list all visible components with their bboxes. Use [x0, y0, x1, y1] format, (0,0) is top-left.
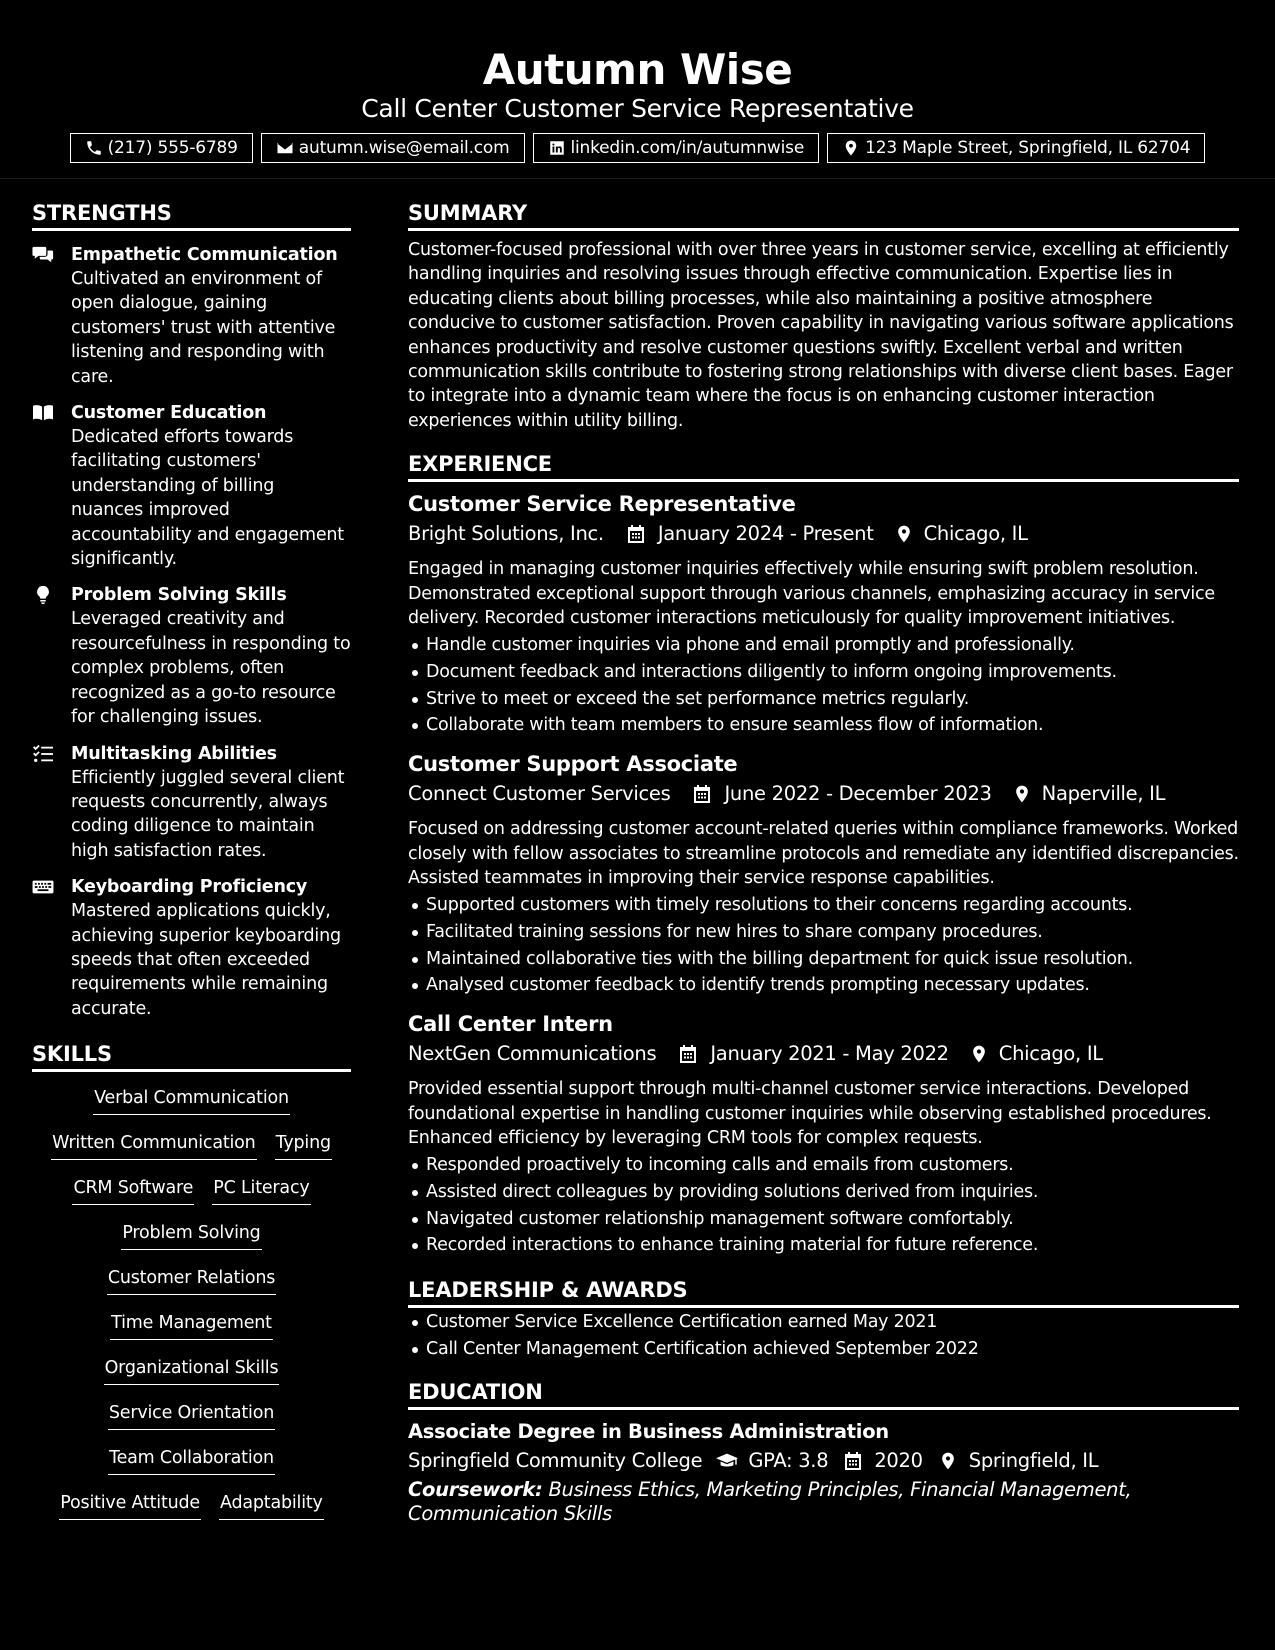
skill-tag: Written Communication: [51, 1131, 256, 1160]
job-dates: June 2022 - December 2023: [724, 782, 992, 806]
strength-desc: Cultivated an environment of open dialogue, gaining customers' trust with attentive listening and responding with care.: [71, 269, 336, 387]
job-entry: [408, 749, 1239, 999]
award-item: Call Center Management Certification achieved September 2022: [426, 1336, 1239, 1363]
contact-address[interactable]: [827, 133, 1205, 163]
calendar-icon: [842, 1451, 864, 1471]
job-dates: January 2021 - May 2022: [710, 1042, 949, 1066]
job-bullet: Strive to meet or exceed the set performance metrics regularly.: [426, 686, 1239, 713]
strength-desc: Mastered applications quickly, achieving superior keyboarding speeds that often exceeded requirements while remaining accurate.: [71, 901, 341, 1019]
job-bullet: Document feedback and interactions diligently to inform ongoing improvements.: [426, 659, 1239, 686]
graduation-cap-icon: [716, 1451, 738, 1471]
strengths-heading: STRENGTHS: [32, 198, 351, 231]
education-meta: [408, 1446, 1239, 1476]
strength-desc: Dedicated efforts towards facilitating customers' understanding of billing nuances improved accountability and engagement significantly.: [71, 427, 344, 570]
phone-icon: [85, 139, 103, 157]
job-bullets: [408, 892, 1239, 999]
job-bullet: Recorded interactions to enhance training material for future reference.: [426, 1232, 1239, 1259]
job-bullet: Assisted direct colleagues by providing solutions derived from inquiries.: [426, 1179, 1239, 1206]
skill-tag: Customer Relations: [107, 1266, 276, 1295]
skills-list: [32, 1086, 351, 1536]
contact-email-text: autumn.wise@email.com: [298, 138, 510, 158]
location-pin-icon: [1012, 784, 1032, 804]
job-location: Chicago, IL: [923, 522, 1028, 546]
job-bullet: Navigated customer relationship management software comfortably.: [426, 1206, 1239, 1233]
coursework-list: Business Ethics, Marketing Principles, Financial Management, Communication Skills: [408, 1477, 1132, 1526]
job-description: Focused on addressing customer account-related queries within compliance frameworks. Worked closely with fellow associates to streamline protocols and remediate any identified discrepancies. Assisted teammates in improving their service response capabilities.: [408, 819, 1239, 889]
skill-tag: PC Literacy: [212, 1176, 310, 1205]
experience-heading: EXPERIENCE: [408, 449, 1239, 482]
skill-tag: CRM Software: [72, 1176, 194, 1205]
job-company: NextGen Communications: [408, 1042, 657, 1066]
job-bullets: [408, 632, 1239, 739]
contact-linkedin-text: linkedin.com/in/autumnwise: [570, 138, 805, 158]
location-pin-icon: [969, 1044, 989, 1064]
job-bullet: Maintained collaborative ties with the billing department for quick issue resolution.: [426, 946, 1239, 973]
summary-heading: SUMMARY: [408, 198, 1239, 231]
award-item: Customer Service Excellence Certification earned May 2021: [426, 1309, 1239, 1336]
keyboard-icon: [32, 877, 54, 897]
skill-tag: Team Collaboration: [108, 1446, 275, 1475]
strength-title: Empathetic Communication: [71, 245, 338, 265]
job-company: Connect Customer Services: [408, 782, 671, 806]
job-meta: [408, 519, 1239, 549]
calendar-icon: [626, 524, 646, 544]
candidate-name: Autumn Wise: [482, 45, 793, 94]
strength-desc: Leveraged creativity and resourcefulness in responding to complex problems, often recognized as a go-to resource for challenging issues.: [71, 609, 351, 728]
job-bullet: Responded proactively to incoming calls and emails from customers.: [426, 1152, 1239, 1179]
leadership-list: [408, 1309, 1239, 1363]
envelope-icon: [276, 139, 294, 157]
skill-tag: Positive Attitude: [59, 1491, 201, 1520]
job-location: Naperville, IL: [1041, 782, 1166, 806]
strength-title: Keyboarding Proficiency: [71, 877, 308, 898]
calendar-icon: [692, 784, 712, 804]
strength-item: [32, 243, 351, 389]
strength-title: Multitasking Abilities: [71, 743, 277, 764]
job-company: Bright Solutions, Inc.: [408, 522, 604, 546]
strength-item: [32, 742, 351, 864]
checklist-icon: [32, 744, 54, 764]
skill-tag: Adaptability: [219, 1491, 324, 1520]
skill-tag: Verbal Communication: [93, 1086, 290, 1115]
degree-title: Associate Degree in Business Administration: [408, 1419, 889, 1443]
job-title: Customer Service Representative: [408, 492, 796, 517]
job-title: Call Center Intern: [408, 1012, 613, 1037]
job-bullet: Handle customer inquiries via phone and email promptly and professionally.: [426, 632, 1239, 659]
job-bullet: Analysed customer feedback to identify trends prompting necessary updates.: [426, 972, 1239, 999]
skill-tag: Typing: [275, 1131, 332, 1160]
job-meta: [408, 1039, 1239, 1069]
skill-tag: Service Orientation: [108, 1401, 275, 1430]
chat-bubbles-icon: [32, 245, 54, 265]
job-description: Engaged in managing customer inquiries effectively while ensuring swift problem resolution. Demonstrated exceptional support through various channels, emphasizing accuracy in service delivery. Recorded customer interactions meticulously for quality improvement initiatives.: [408, 559, 1215, 629]
strength-desc: Efficiently juggled several client requests concurrently, always coding diligence to maintain high satisfaction rates.: [71, 767, 345, 861]
strength-item: [32, 401, 351, 571]
open-book-icon: [32, 403, 54, 423]
job-title: Customer Support Associate: [408, 752, 738, 777]
candidate-title: Call Center Customer Service Representative: [361, 94, 914, 123]
skill-tag: Organizational Skills: [104, 1356, 280, 1385]
job-bullets: [408, 1152, 1239, 1259]
strengths-list: [32, 243, 351, 1021]
right-column: [408, 198, 1239, 1527]
coursework: [408, 1478, 1239, 1527]
contact-linkedin[interactable]: [533, 133, 820, 163]
job-bullet: Facilitated training sessions for new hires to share company procedures.: [426, 919, 1239, 946]
skill-tag: Time Management: [110, 1311, 273, 1340]
job-entry: [408, 489, 1239, 739]
contact-email[interactable]: [261, 133, 525, 163]
contact-bar: [0, 133, 1275, 163]
graduation-year: 2020: [874, 1448, 923, 1472]
job-description: Provided essential support through multi-channel customer service interactions. Developed foundational expertise in handling customer inquiries while observing established procedures. Enhanced efficiency by leveraging CRM tools for complex requests.: [408, 1079, 1212, 1149]
lightbulb-icon: [32, 585, 54, 605]
strength-item: [32, 583, 351, 729]
contact-phone-text: (217) 555-6789: [107, 138, 238, 158]
location-pin-icon: [937, 1451, 959, 1471]
contact-address-text: 123 Maple Street, Springfield, IL 62704: [865, 138, 1191, 158]
job-dates: January 2024 - Present: [657, 522, 874, 546]
job-location: Chicago, IL: [998, 1042, 1103, 1066]
skills-heading: SKILLS: [32, 1039, 351, 1072]
school-name: Springfield Community College: [408, 1448, 703, 1472]
summary-text: Customer-focused professional with over three years in customer service, excelling at efficiently handling inquiries and resolving issues through effective communication. Expertise lies in educating clients about billing processes, while also maintaining a positive atmosphere conducive to customer satisfaction. Proven capability in navigating various software applications enhances productivity and resolve customer questions swiftly. Excellent verbal and written communication skills contribute to fostering strong relationships with diverse client bases. Eager to integrate into a dynamic team where the focus is on enhancing customer interaction experiences within utility billing.: [408, 240, 1234, 431]
job-meta: [408, 779, 1239, 809]
calendar-icon: [678, 1044, 698, 1064]
left-column: [32, 198, 351, 1536]
school-location: Springfield, IL: [968, 1448, 1099, 1472]
contact-phone[interactable]: [70, 133, 253, 163]
gpa: GPA: 3.8: [748, 1448, 829, 1472]
leadership-heading: LEADERSHIP & AWARDS: [408, 1275, 1239, 1308]
strength-item: [32, 875, 351, 1021]
location-pin-icon: [894, 524, 914, 544]
strength-title: Customer Education: [71, 403, 267, 424]
resume-header: [0, 0, 1275, 179]
education-heading: EDUCATION: [408, 1377, 1239, 1410]
linkedin-icon: [548, 139, 566, 157]
coursework-label: Coursework:: [408, 1477, 543, 1501]
job-bullet: Collaborate with team members to ensure seamless flow of information.: [426, 712, 1239, 739]
job-entry: [408, 1009, 1239, 1259]
skill-tag: Problem Solving: [121, 1221, 261, 1250]
job-bullet: Supported customers with timely resolutions to their concerns regarding accounts.: [426, 892, 1239, 919]
location-pin-icon: [842, 139, 860, 157]
strength-title: Problem Solving Skills: [71, 585, 287, 606]
